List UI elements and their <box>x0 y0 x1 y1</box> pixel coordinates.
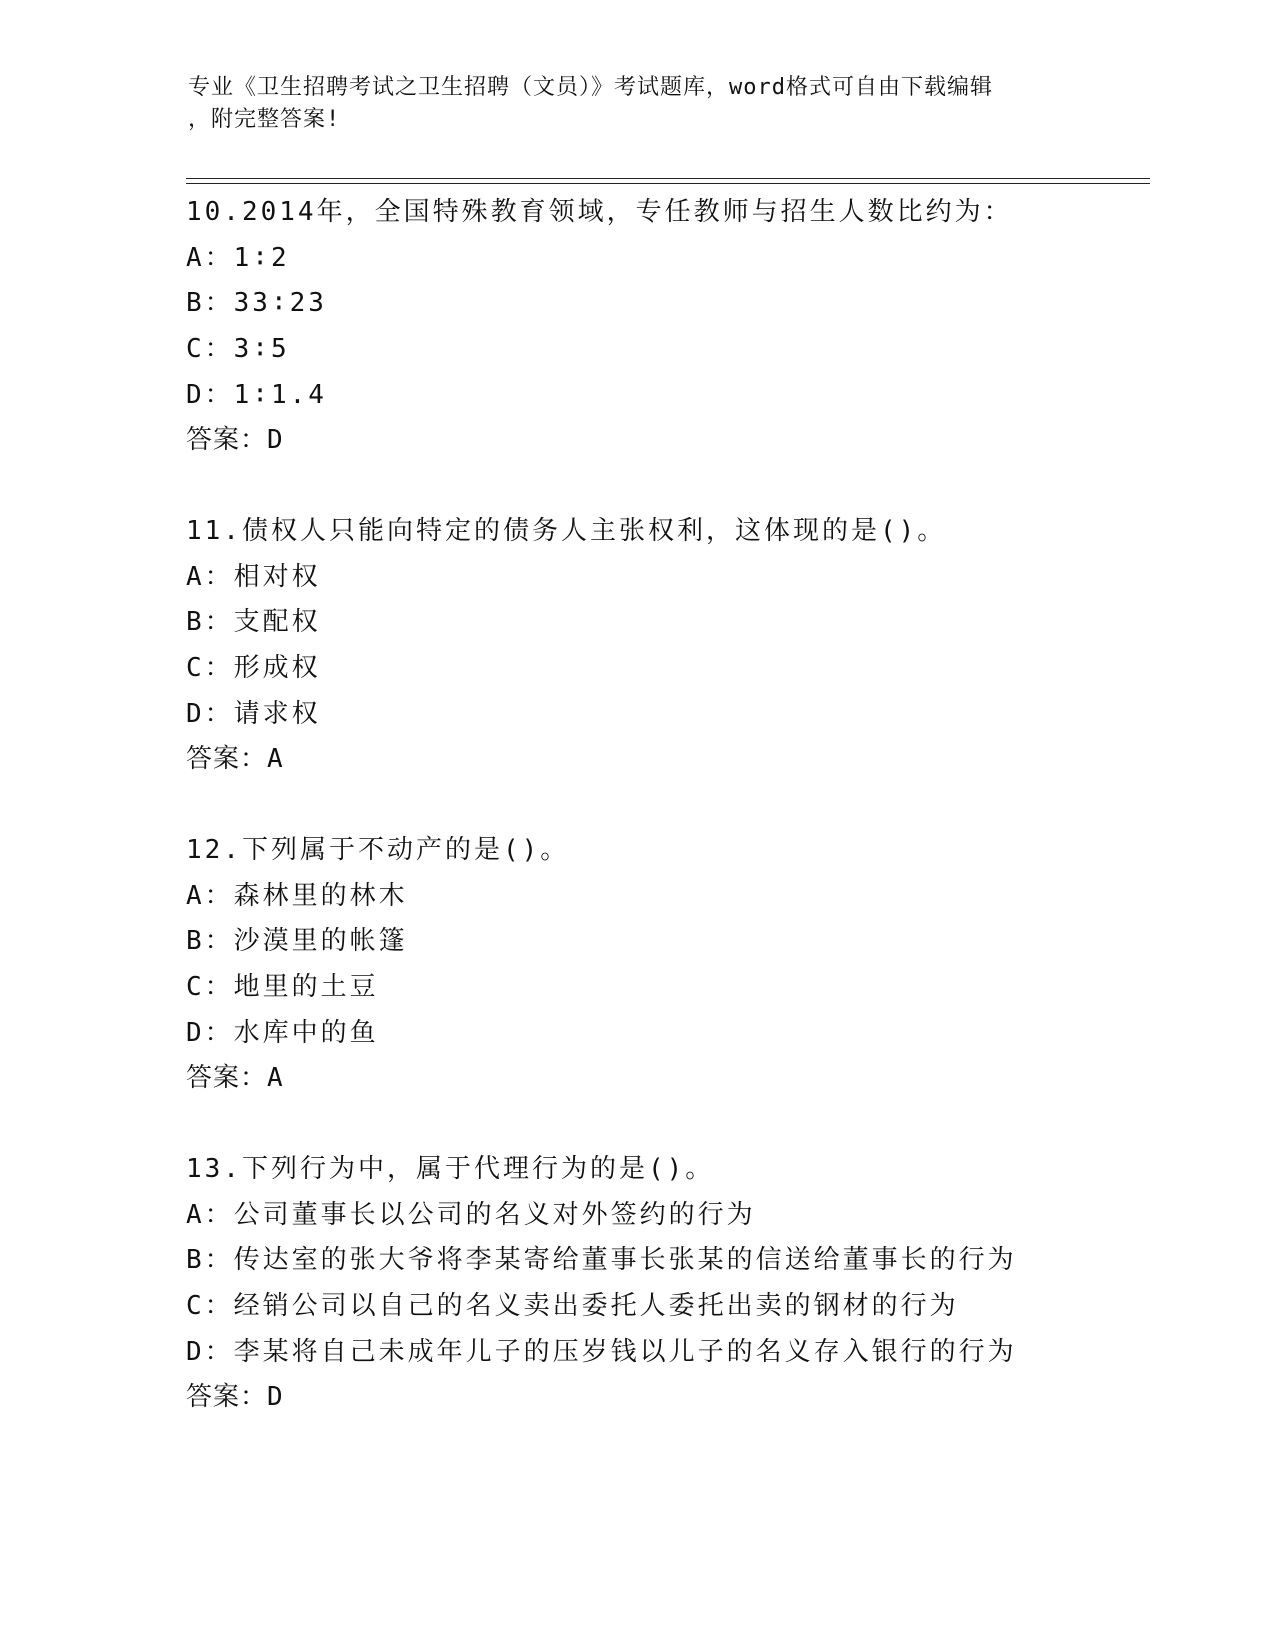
question-11 <box>186 509 1186 783</box>
option-c: C：3∶5 <box>186 334 290 365</box>
answer-text: 答案：D <box>186 1382 284 1413</box>
option-d: D：李某将自己未成年儿子的压岁钱以儿子的名义存入银行的行为 <box>186 1336 1017 1367</box>
option-d: D：水库中的鱼 <box>186 1017 379 1048</box>
question-12 <box>186 828 1186 1102</box>
question-stem: 12.下列属于不动产的是()。 <box>186 835 570 865</box>
option-a: A：1∶2 <box>186 242 290 273</box>
option-c: C：经销公司以自己的名义卖出委托人委托出卖的钢材的行为 <box>186 1291 959 1322</box>
option-d: D：请求权 <box>186 698 321 729</box>
answer-text: 答案：A <box>186 744 284 775</box>
question-10 <box>186 190 1186 464</box>
header-divider-top <box>186 178 1150 179</box>
document-header <box>188 72 1088 136</box>
option-b: B：传达室的张大爷将李某寄给董事长张某的信送给董事长的行为 <box>186 1245 1017 1276</box>
option-c: C：地里的土豆 <box>186 972 379 1003</box>
header-line-2: ，附完整答案! <box>188 107 341 132</box>
option-b: B：支配权 <box>186 607 321 638</box>
option-b: B：33∶23 <box>186 288 327 319</box>
question-stem: 11.债权人只能向特定的债务人主张权利，这体现的是()。 <box>186 516 947 546</box>
answer-text: 答案：D <box>186 425 284 456</box>
option-a: A：公司董事长以公司的名义对外签约的行为 <box>186 1199 756 1230</box>
option-b: B：沙漠里的帐篷 <box>186 926 408 957</box>
question-stem: 10.2014年，全国特殊教育领域，专任教师与招生人数比约为： <box>186 197 1013 227</box>
question-13 <box>186 1147 1186 1421</box>
option-c: C：形成权 <box>186 653 321 684</box>
option-a: A：相对权 <box>186 561 321 592</box>
answer-text: 答案：A <box>186 1063 284 1094</box>
option-d: D：1∶1.4 <box>186 379 327 410</box>
header-divider-bottom <box>186 183 1150 184</box>
question-stem: 13.下列行为中，属于代理行为的是()。 <box>186 1154 715 1184</box>
option-a: A：森林里的林木 <box>186 880 408 911</box>
header-line-1: 专业《卫生招聘考试之卫生招聘（文员）》考试题库，word格式可自由下载编辑 <box>188 75 993 100</box>
